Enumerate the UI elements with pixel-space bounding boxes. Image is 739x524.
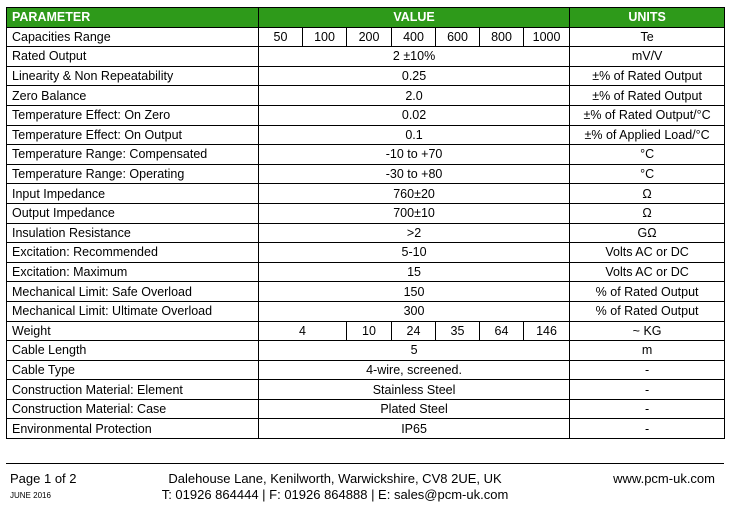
- weight-cell: 24: [392, 321, 436, 341]
- table-row: [7, 419, 725, 439]
- value-cell: 150: [259, 282, 570, 302]
- parameter-cell: Output Impedance: [7, 203, 259, 223]
- capacity-cell: 100: [303, 27, 347, 47]
- table-row: [7, 380, 725, 400]
- table-row: [7, 301, 725, 321]
- parameter-cell: Weight: [7, 321, 259, 341]
- table-row: [7, 184, 725, 204]
- units-cell: % of Rated Output: [570, 301, 725, 321]
- parameter-cell: Construction Material: Element: [7, 380, 259, 400]
- table-row: [7, 243, 725, 263]
- weight-cell: 146: [524, 321, 570, 341]
- parameter-cell: Zero Balance: [7, 86, 259, 106]
- value-cell: Plated Steel: [259, 399, 570, 419]
- table-row: [7, 145, 725, 165]
- value-cell: 0.25: [259, 66, 570, 86]
- parameter-header: PARAMETER: [7, 8, 259, 28]
- parameter-cell: Temperature Effect: On Output: [7, 125, 259, 145]
- table-row: [7, 341, 725, 361]
- parameter-cell: Excitation: Maximum: [7, 262, 259, 282]
- units-cell: Ω: [570, 184, 725, 204]
- value-cell: IP65: [259, 419, 570, 439]
- value-cell: 700±10: [259, 203, 570, 223]
- units-cell: mV/V: [570, 47, 725, 67]
- units-cell: -: [570, 360, 725, 380]
- units-cell: ±% of Applied Load/°C: [570, 125, 725, 145]
- capacity-cell: 200: [347, 27, 392, 47]
- table-row-capacities: [7, 27, 725, 47]
- table-row: [7, 47, 725, 67]
- units-cell: Ω: [570, 203, 725, 223]
- table-row: [7, 203, 725, 223]
- parameter-cell: Mechanical Limit: Safe Overload: [7, 282, 259, 302]
- value-cell: 2 ±10%: [259, 47, 570, 67]
- parameter-cell: Linearity & Non Repeatability: [7, 66, 259, 86]
- parameter-cell: Temperature Effect: On Zero: [7, 105, 259, 125]
- units-cell: ±% of Rated Output/°C: [570, 105, 725, 125]
- company-website-link[interactable]: www.pcm-uk.com: [613, 471, 715, 486]
- value-cell: 300: [259, 301, 570, 321]
- value-cell: Stainless Steel: [259, 380, 570, 400]
- parameter-cell: Capacities Range: [7, 27, 259, 47]
- units-cell: -: [570, 419, 725, 439]
- weight-cell: 35: [436, 321, 480, 341]
- table-row: [7, 223, 725, 243]
- table-row: [7, 105, 725, 125]
- table-row: [7, 399, 725, 419]
- value-cell: 15: [259, 262, 570, 282]
- units-cell: % of Rated Output: [570, 282, 725, 302]
- specification-table: [6, 7, 725, 439]
- value-cell: -10 to +70: [259, 145, 570, 165]
- company-contact: T: 01926 864444 | F: 01926 864888 | E: sales@pcm-uk.com: [161, 487, 509, 502]
- capacity-cell: 800: [480, 27, 524, 47]
- units-cell: °C: [570, 164, 725, 184]
- units-cell: Volts AC or DC: [570, 243, 725, 263]
- parameter-cell: Excitation: Recommended: [7, 243, 259, 263]
- parameter-cell: Temperature Range: Compensated: [7, 145, 259, 165]
- parameter-cell: Input Impedance: [7, 184, 259, 204]
- table-row: [7, 282, 725, 302]
- value-cell: 760±20: [259, 184, 570, 204]
- parameter-cell: Construction Material: Case: [7, 399, 259, 419]
- table-row: [7, 164, 725, 184]
- units-cell: ~ KG: [570, 321, 725, 341]
- value-cell: 2.0: [259, 86, 570, 106]
- parameter-cell: Temperature Range: Operating: [7, 164, 259, 184]
- header-row: [7, 8, 725, 28]
- units-cell: -: [570, 380, 725, 400]
- page-number: Page 1 of 2: [10, 471, 77, 486]
- company-address: Dalehouse Lane, Kenilworth, Warwickshire, CV8 2UE, UK: [168, 471, 502, 486]
- units-cell: -: [570, 399, 725, 419]
- parameter-cell: Cable Type: [7, 360, 259, 380]
- value-header: VALUE: [259, 8, 570, 28]
- table-row-weight: [7, 321, 725, 341]
- parameter-cell: Environmental Protection: [7, 419, 259, 439]
- weight-cell: 64: [480, 321, 524, 341]
- units-cell: Te: [570, 27, 725, 47]
- table-row: [7, 125, 725, 145]
- value-cell: 0.1: [259, 125, 570, 145]
- value-cell: -30 to +80: [259, 164, 570, 184]
- units-cell: GΩ: [570, 223, 725, 243]
- table-row: [7, 66, 725, 86]
- parameter-cell: Mechanical Limit: Ultimate Overload: [7, 301, 259, 321]
- parameter-cell: Insulation Resistance: [7, 223, 259, 243]
- value-cell: 5: [259, 341, 570, 361]
- units-header: UNITS: [570, 8, 725, 28]
- capacity-cell: 1000: [524, 27, 570, 47]
- units-cell: m: [570, 341, 725, 361]
- value-cell: >2: [259, 223, 570, 243]
- capacity-cell: 50: [259, 27, 303, 47]
- capacity-cell: 600: [436, 27, 480, 47]
- weight-cell: 4: [259, 321, 347, 341]
- units-cell: ±% of Rated Output: [570, 66, 725, 86]
- table-row: [7, 86, 725, 106]
- table-row: [7, 360, 725, 380]
- table-row: [7, 262, 725, 282]
- units-cell: ±% of Rated Output: [570, 86, 725, 106]
- document-date: JUNE 2016: [10, 491, 51, 500]
- footer-divider: [6, 463, 724, 464]
- value-cell: 0.02: [259, 105, 570, 125]
- value-cell: 5-10: [259, 243, 570, 263]
- capacity-cell: 400: [392, 27, 436, 47]
- value-cell: 4-wire, screened.: [259, 360, 570, 380]
- weight-cell: 10: [347, 321, 392, 341]
- units-cell: Volts AC or DC: [570, 262, 725, 282]
- parameter-cell: Rated Output: [7, 47, 259, 67]
- units-cell: °C: [570, 145, 725, 165]
- parameter-cell: Cable Length: [7, 341, 259, 361]
